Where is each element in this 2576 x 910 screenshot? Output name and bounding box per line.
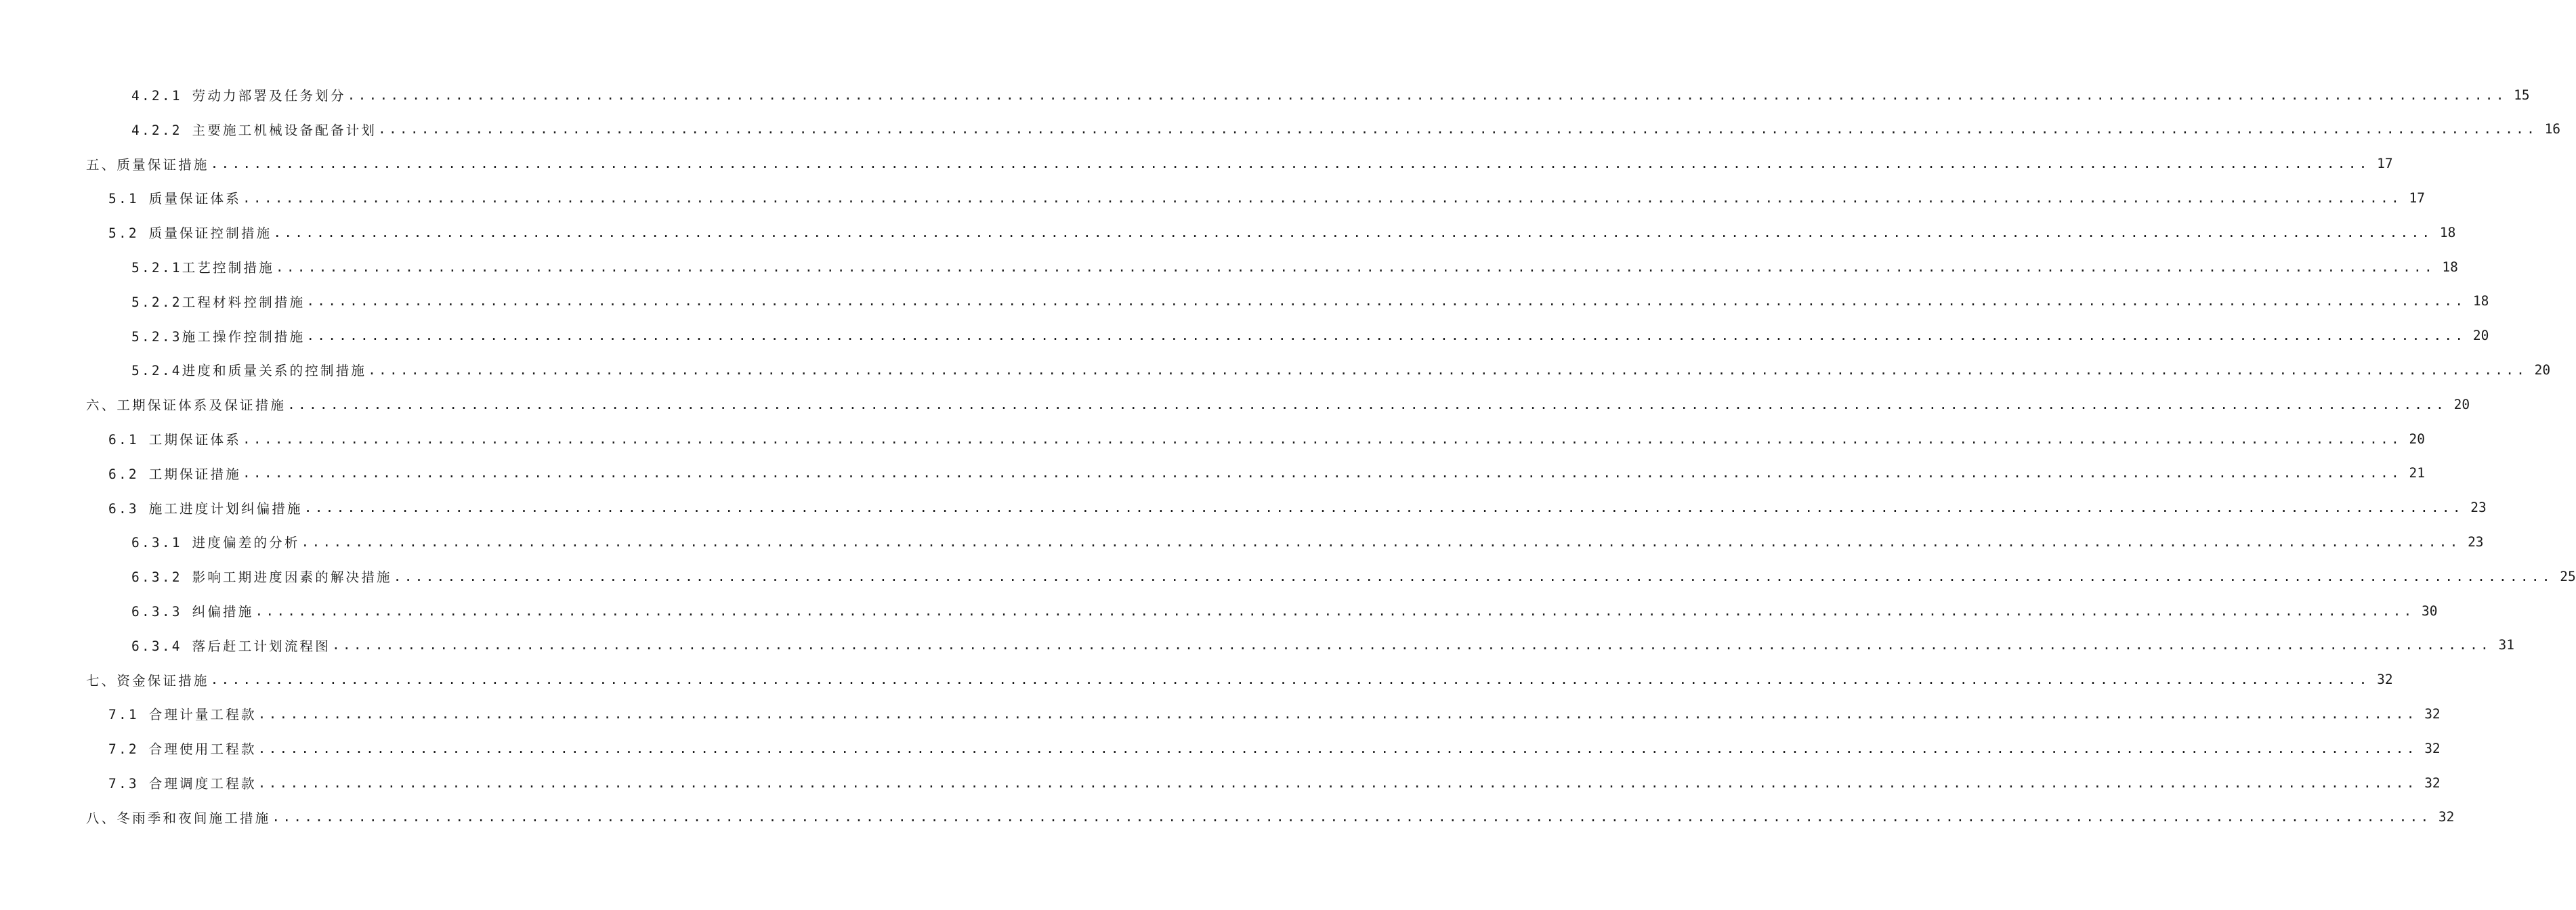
toc-entry-page-number: 23: [2468, 534, 2484, 550]
toc-entry-page-number: 16: [2544, 121, 2561, 137]
dot-leader: ........................................................................................................................................................................................................: [331, 637, 2491, 653]
dot-leader: ........................................................................................................................................................................................................: [257, 775, 2417, 791]
toc-entry-page-number: 31: [2498, 637, 2514, 653]
toc-entry-page-number: 32: [2424, 775, 2441, 791]
dot-leader: ........................................................................................................................................................................................................: [273, 224, 2433, 240]
toc-entry[interactable]: [0, 181, 2425, 215]
toc-entry-page-number: 32: [2424, 706, 2441, 722]
toc-entry[interactable]: [0, 147, 2393, 181]
dot-leader: ........................................................................................................................................................................................................: [255, 603, 2415, 619]
toc-entry-title: 5.2.1工艺控制措施: [131, 260, 274, 276]
toc-entry[interactable]: [0, 628, 2514, 662]
toc-entry[interactable]: [0, 250, 2458, 284]
dot-leader: ........................................................................................................................................................................................................: [303, 500, 2464, 516]
toc-entry-page-number: 20: [2534, 362, 2551, 378]
toc-entry-title: 6.3.1 进度偏差的分析: [131, 535, 300, 551]
toc-entry-page-number: 18: [2442, 259, 2458, 275]
toc-entry-page-number: 23: [2470, 500, 2487, 516]
toc-entry-title: 八、冬雨季和夜间施工措施: [86, 810, 271, 826]
dot-leader: ........................................................................................................................................................................................................: [210, 156, 2370, 172]
toc-entry[interactable]: [0, 284, 2489, 318]
toc-entry[interactable]: [0, 663, 2393, 697]
toc-entry-title: 4.2.1 劳动力部署及任务划分: [131, 88, 346, 104]
dot-leader: ........................................................................................................................................................................................................: [287, 396, 2447, 412]
toc-entry[interactable]: [0, 456, 2425, 490]
dot-leader: ........................................................................................................................................................................................................: [242, 465, 2402, 481]
toc-entry-title: 五、质量保证措施: [86, 156, 209, 173]
toc-entry[interactable]: [0, 800, 2455, 834]
toc-entry-title: 7.3 合理调度工程款: [108, 776, 257, 792]
toc-entry-page-number: 25: [2560, 568, 2576, 584]
toc-entry[interactable]: [0, 766, 2441, 800]
toc-entry-page-number: 17: [2377, 156, 2393, 172]
toc-entry-title: 7.1 合理计量工程款: [108, 707, 257, 723]
toc-entry[interactable]: [0, 215, 2456, 249]
dot-leader: ........................................................................................................................................................................................................: [378, 121, 2538, 137]
toc-entry-title: 六、工期保证体系及保证措施: [86, 397, 287, 414]
toc-entry-title: 6.2 工期保证措施: [108, 466, 241, 482]
toc-entry-title: 5.2 质量保证控制措施: [108, 225, 272, 242]
dot-leader: ........................................................................................................................................................................................................: [393, 568, 2553, 584]
toc-entry-page-number: 32: [2424, 740, 2441, 756]
toc-entry-title: 5.2.2工程材料控制措施: [131, 294, 305, 310]
dot-leader: ........................................................................................................................................................................................................: [275, 259, 2435, 275]
dot-leader: ........................................................................................................................................................................................................: [306, 293, 2466, 309]
toc-entry-title: 5.1 质量保证体系: [108, 191, 241, 207]
toc-entry-page-number: 32: [2377, 672, 2393, 688]
toc-entry-title: 5.2.3施工操作控制措施: [131, 328, 305, 345]
toc-entry[interactable]: [0, 525, 2484, 559]
dot-leader: ........................................................................................................................................................................................................: [347, 87, 2507, 103]
toc-entry-title: 6.1 工期保证体系: [108, 432, 241, 448]
toc-entry-page-number: 15: [2514, 87, 2530, 103]
toc-entry-page-number: 32: [2438, 809, 2455, 825]
dot-leader: ........................................................................................................................................................................................................: [272, 809, 2432, 825]
toc-entry-title: 6.3.2 影响工期进度因素的解决措施: [131, 569, 392, 586]
dot-leader: ........................................................................................................................................................................................................: [257, 706, 2417, 722]
toc-entry[interactable]: [0, 319, 2489, 353]
dot-leader: ........................................................................................................................................................................................................: [368, 362, 2528, 378]
dot-leader: ........................................................................................................................................................................................................: [306, 328, 2466, 344]
toc-entry-page-number: 20: [2409, 431, 2425, 447]
toc-entry[interactable]: [0, 422, 2425, 456]
toc-entry-title: 6.3 施工进度计划纠偏措施: [108, 500, 303, 517]
toc-entry[interactable]: [0, 353, 2551, 387]
toc-entry[interactable]: [0, 559, 2576, 593]
toc-entry-title: 6.3.4 落后赶工计划流程图: [131, 638, 331, 654]
toc-entry-title: 6.3.3 纠偏措施: [131, 604, 254, 620]
toc-entry-title: 4.2.2 主要施工机械设备配备计划: [131, 122, 377, 138]
toc-entry[interactable]: [0, 78, 2530, 112]
dot-leader: ........................................................................................................................................................................................................: [242, 190, 2402, 206]
toc-entry-page-number: 20: [2472, 328, 2489, 344]
dot-leader: ........................................................................................................................................................................................................: [242, 431, 2402, 447]
toc-entry[interactable]: [0, 594, 2438, 628]
toc-entry[interactable]: [0, 387, 2470, 421]
toc-entry[interactable]: [0, 697, 2441, 731]
toc-entry-page-number: 17: [2409, 190, 2425, 206]
toc-entry[interactable]: [0, 491, 2487, 525]
toc-entry[interactable]: [0, 731, 2441, 765]
toc-entry-title: 七、资金保证措施: [86, 672, 209, 689]
toc-entry-title: 5.2.4进度和质量关系的控制措施: [131, 363, 367, 379]
toc-entry-title: 7.2 合理使用工程款: [108, 741, 257, 758]
dot-leader: ........................................................................................................................................................................................................: [257, 740, 2417, 756]
toc-entry[interactable]: [0, 112, 2561, 146]
toc-entry-page-number: 20: [2453, 396, 2470, 412]
dot-leader: ........................................................................................................................................................................................................: [301, 534, 2461, 550]
dot-leader: ........................................................................................................................................................................................................: [210, 672, 2370, 688]
toc-entry-page-number: 21: [2409, 465, 2425, 481]
toc-entry-page-number: 18: [2439, 224, 2456, 240]
toc-entry-page-number: 18: [2472, 293, 2489, 309]
toc-entry-page-number: 30: [2421, 603, 2438, 619]
